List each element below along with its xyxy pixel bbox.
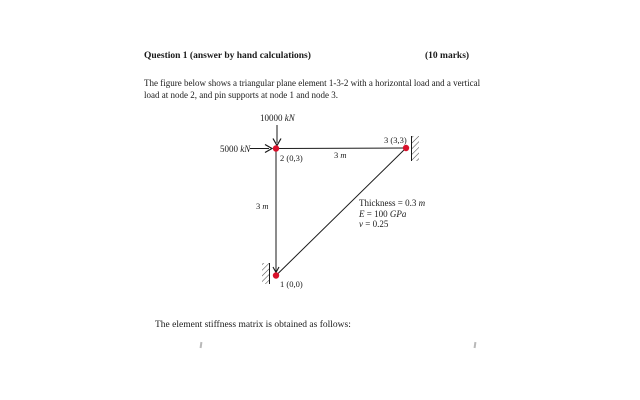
- horizontal-dimension-label: [334, 150, 347, 160]
- matrix-bracket-top-left: [200, 342, 202, 348]
- node2-marker: [273, 145, 279, 151]
- pin-support-wall-node1: [262, 263, 270, 284]
- vertical-dimension-label: [256, 201, 269, 211]
- material-properties: [359, 198, 425, 230]
- horizontal-dimension-value: 3: [334, 150, 339, 160]
- question-description: [144, 77, 480, 101]
- poisson-line: v = 0.25: [359, 219, 389, 229]
- horizontal-dimension-unit: m: [340, 150, 347, 160]
- stiffness-matrix-intro: The element stiffness matrix is obtained as follows:: [155, 320, 351, 330]
- node2-label: 2 (0,3): [280, 153, 303, 163]
- matrix-bracket-top-right: [474, 342, 476, 348]
- marks-label: (10 marks): [425, 51, 470, 61]
- element-edge-2-3: [276, 148, 406, 149]
- node1-label: 1 (0,0): [280, 279, 303, 289]
- node1-marker: [273, 272, 279, 278]
- description-line-1: The figure below shows a triangular plane element 1-3-2 with a horizontal load and a vertical: [144, 78, 481, 88]
- node3-label: 3 (3,3): [384, 135, 407, 145]
- vertical-load-unit: kN: [284, 113, 295, 123]
- pin-support-wall-node3: [412, 136, 420, 161]
- node3-marker: [403, 145, 409, 151]
- description-line-2: load at node 2, and pin supports at node 1 and node 3.: [144, 90, 338, 100]
- horizontal-load-unit: kN: [240, 144, 251, 154]
- modulus-line: E = 100 GPa: [359, 208, 407, 219]
- vertical-load-value: 10000: [260, 113, 283, 123]
- vertical-dimension-unit: m: [262, 201, 269, 211]
- question-title: Question 1 (answer by hand calculations): [144, 51, 311, 61]
- vertical-dimension-value: 3: [256, 201, 261, 211]
- horizontal-load-value: 5000: [220, 144, 238, 154]
- horizontal-load-label: [220, 144, 250, 154]
- vertical-load-label: [260, 113, 295, 123]
- thickness-line: Thickness = 0.3 m: [359, 198, 426, 208]
